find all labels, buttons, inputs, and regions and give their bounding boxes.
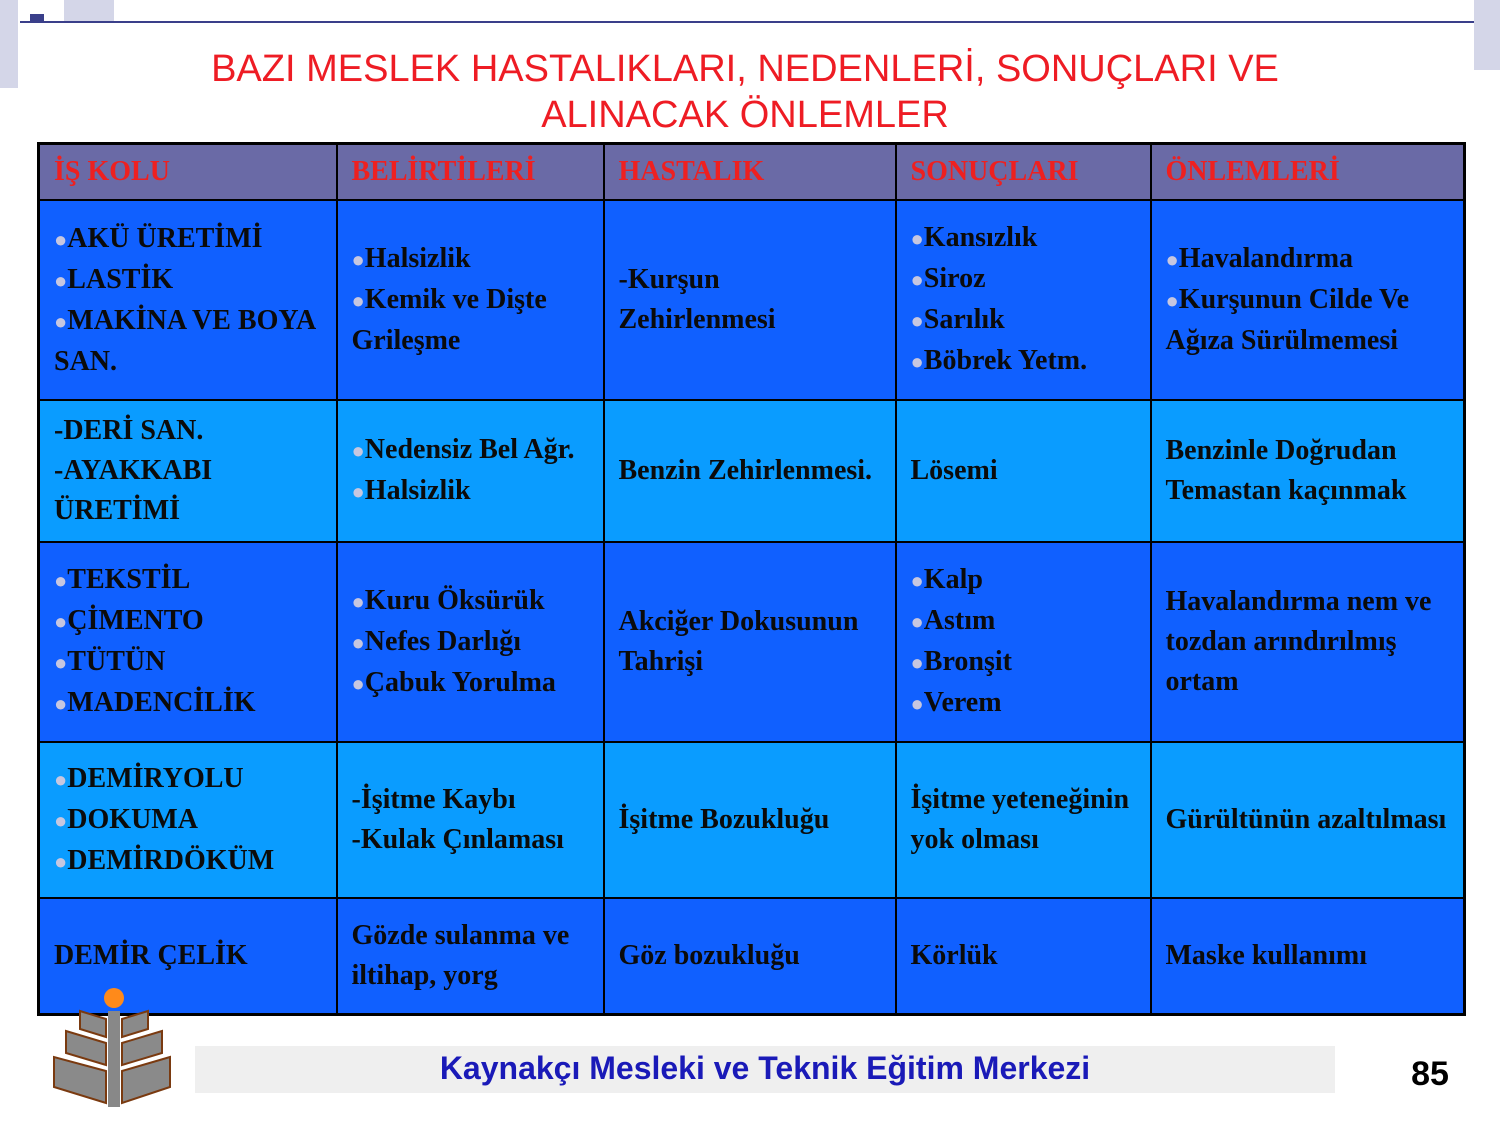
decor-square: [0, 0, 18, 88]
round-bullet-icon: ●: [351, 438, 365, 463]
title-line-2: ALINACAK ÖNLEMLER: [541, 94, 949, 136]
list-item: -DERİ SAN.: [54, 415, 204, 446]
list-item: ●Kuru Öksürük: [351, 584, 545, 616]
list-item: ●Siroz: [910, 263, 986, 294]
table-header-row: [39, 144, 1465, 201]
cell-hastalik: -Kurşun Zehirlenmesi: [604, 200, 896, 400]
list-item: ●AKÜ ÜRETİMİ: [54, 222, 263, 254]
list-item: ●Bronşit: [910, 646, 1012, 677]
round-bullet-icon: ●: [351, 588, 365, 614]
cell-onlemleri: Gürültünün azaltılması: [1151, 742, 1465, 898]
round-bullet-icon: ●: [54, 691, 68, 716]
list-item: ●TEKSTİL: [54, 564, 191, 595]
list-item: ●Kalp: [910, 564, 983, 595]
cell-sonuclari: İşitme yeteneğinin yok olması: [896, 742, 1151, 898]
slide-title: [130, 46, 1360, 138]
book-tree-logo-icon: [52, 985, 172, 1110]
page-number: 85: [1411, 1055, 1449, 1093]
cell-hastalik: Göz bozukluğu: [604, 898, 896, 1014]
round-bullet-icon: ●: [910, 568, 924, 593]
cell-hastalik: Benzin Zehirlenmesi.: [604, 400, 896, 542]
cell-belirtileri: [337, 400, 604, 542]
cell-hastalik: Akciğer Dokusunun Tahrişi: [604, 542, 896, 742]
round-bullet-icon: ●: [54, 650, 68, 675]
list-item: ●Kemik ve Dişte Grileşme: [351, 284, 547, 356]
round-bullet-icon: ●: [910, 349, 924, 374]
list-item: ●MAKİNA VE BOYA SAN.: [54, 304, 315, 377]
table-row: [39, 542, 1465, 742]
list-item: -Kulak Çınlaması: [351, 824, 564, 855]
header-belirtileri: BELİRTİLERİ: [337, 144, 604, 201]
round-bullet-icon: ●: [351, 288, 365, 313]
round-bullet-icon: ●: [351, 247, 365, 272]
header-is-kolu: İŞ KOLU: [39, 144, 337, 201]
header-onlemleri: ÖNLEMLERİ: [1151, 144, 1465, 201]
cell-sonuclari: Lösemi: [896, 400, 1151, 542]
diseases-table: [37, 142, 1466, 1016]
round-bullet-icon: ●: [351, 629, 365, 655]
cell-belirtileri: [337, 542, 604, 742]
cell-sonuclari: Körlük: [896, 898, 1151, 1014]
table-row: [39, 200, 1465, 400]
header-hastalik: HASTALIK: [604, 144, 896, 201]
footer-institution: Kaynakçı Mesleki ve Teknik Eğitim Merkezi: [439, 1050, 1091, 1086]
round-bullet-icon: ●: [54, 267, 68, 293]
cell-hastalik: İşitme Bozukluğu: [604, 742, 896, 898]
round-bullet-icon: ●: [910, 609, 924, 634]
list-item: ●Sarılık: [910, 304, 1005, 335]
round-bullet-icon: ●: [54, 226, 68, 252]
list-item: ●DEMİRDÖKÜM: [54, 844, 275, 876]
list-item: ●Halsizlik: [351, 475, 471, 506]
list-item: ●Nedensiz Bel Ağr.: [351, 434, 575, 465]
round-bullet-icon: ●: [54, 807, 68, 833]
round-bullet-icon: ●: [54, 609, 68, 634]
list-item: ●MADENCİLİK: [54, 687, 256, 718]
list-item: ●Kansızlık: [910, 222, 1038, 253]
list-item: ●Verem: [910, 687, 1002, 718]
cell-sonuclari: [896, 200, 1151, 400]
cell-is-kolu: [39, 542, 337, 742]
decor-top-line: [20, 21, 1480, 23]
round-bullet-icon: ●: [54, 308, 68, 334]
list-item: ●Astım: [910, 605, 996, 636]
round-bullet-icon: ●: [351, 670, 365, 696]
cell-is-kolu: [39, 742, 337, 898]
cell-belirtileri: [337, 200, 604, 400]
cell-onlemleri: Havalandırma nem ve tozdan arındırılmış ortam: [1151, 542, 1465, 742]
round-bullet-icon: ●: [54, 568, 68, 593]
list-item: ●DEMİRYOLU: [54, 762, 244, 794]
list-item: ●TÜTÜN: [54, 646, 166, 677]
list-item: ●Nefes Darlığı: [351, 625, 522, 657]
list-item: ●Havalandırma: [1165, 243, 1354, 274]
round-bullet-icon: ●: [910, 308, 924, 333]
table-row: [39, 742, 1465, 898]
list-item: ●LASTİK: [54, 263, 174, 295]
round-bullet-icon: ●: [910, 226, 924, 251]
list-item: ●DOKUMA: [54, 803, 198, 835]
list-item: ●Böbrek Yetm.: [910, 345, 1088, 376]
list-item: -AYAKKABI ÜRETİMİ: [54, 455, 213, 526]
round-bullet-icon: ●: [1165, 247, 1179, 272]
list-item: -İşitme Kaybı: [351, 784, 516, 815]
round-bullet-icon: ●: [54, 766, 68, 792]
cell-is-kolu: DEMİR ÇELİK: [39, 898, 337, 1014]
list-item: ●Çabuk Yorulma: [351, 666, 556, 698]
round-bullet-icon: ●: [54, 848, 68, 874]
round-bullet-icon: ●: [910, 267, 924, 292]
header-sonuclari: SONUÇLARI: [896, 144, 1151, 201]
list-item: ●Halsizlik: [351, 243, 471, 274]
cell-onlemleri: [1151, 200, 1465, 400]
table-row: [39, 400, 1465, 542]
title-line-1: BAZI MESLEK HASTALIKLARI, NEDENLERİ, SONUÇLARI VE: [211, 48, 1279, 90]
round-bullet-icon: ●: [1165, 288, 1179, 313]
list-item: ●ÇİMENTO: [54, 605, 204, 636]
cell-sonuclari: [896, 542, 1151, 742]
cell-is-kolu: [39, 400, 337, 542]
cell-onlemleri: Benzinle Doğrudan Temastan kaçınmak: [1151, 400, 1465, 542]
round-bullet-icon: ●: [351, 479, 365, 504]
decor-corner: [1474, 0, 1500, 70]
table-row: [39, 898, 1465, 1014]
cell-onlemleri: Maske kullanımı: [1151, 898, 1465, 1014]
cell-is-kolu: [39, 200, 337, 400]
cell-belirtileri: Gözde sulanma ve iltihap, yorg: [337, 898, 604, 1014]
cell-belirtileri: [337, 742, 604, 898]
round-bullet-icon: ●: [910, 691, 924, 716]
decor-square: [64, 0, 114, 22]
round-bullet-icon: ●: [910, 650, 924, 675]
list-item: ●Kurşunun Cilde Ve Ağıza Sürülmemesi: [1165, 284, 1410, 356]
